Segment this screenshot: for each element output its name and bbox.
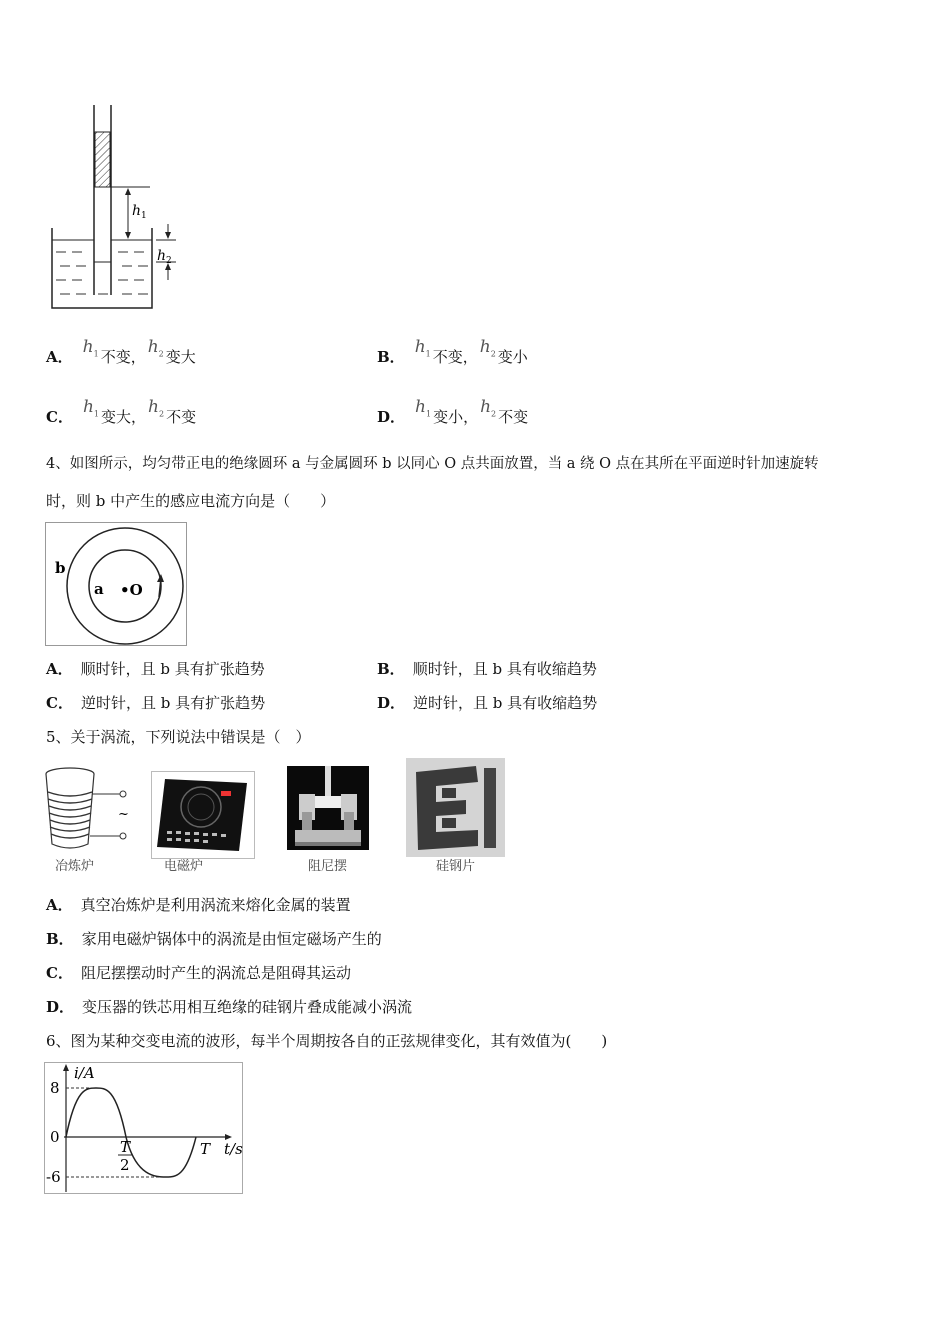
- q5-option-b[interactable]: [46, 929, 382, 949]
- ac-symbol: ~: [118, 807, 129, 822]
- caption-induction-cooker: 电磁炉: [164, 859, 204, 874]
- h2-symbol: $h_2$: [480, 397, 497, 419]
- option-text: 变压器的铁芯用相互绝缘的硅钢片叠成能减小涡流: [82, 998, 413, 1016]
- option-text: 阻尼摆摆动时产生的涡流总是阻碍其运动: [80, 964, 351, 982]
- q3-option-d[interactable]: [377, 397, 529, 434]
- q5-option-c[interactable]: [46, 963, 351, 983]
- damping-pendulum-image: [287, 766, 369, 850]
- q5-option-a[interactable]: [46, 895, 351, 915]
- caption-furnace: 冶炼炉: [55, 859, 95, 874]
- h1-symbol: $h_1$: [415, 397, 432, 419]
- option-label: D．: [46, 998, 75, 1016]
- mercury-column: [95, 132, 110, 187]
- q4-option-b[interactable]: [377, 659, 597, 679]
- q3-option-c[interactable]: [46, 397, 197, 434]
- option-text: 不变: [498, 408, 529, 426]
- caption-silicon-steel: 硅钢片: [436, 859, 476, 874]
- h2-label: $h_2$: [157, 248, 172, 266]
- q5-stem: 5、关于涡流，下列说法中错误是（ ）: [46, 728, 311, 746]
- option-label: C．: [46, 408, 73, 426]
- q4-option-c[interactable]: [46, 693, 265, 713]
- option-label: B．: [377, 660, 405, 678]
- caption-damping-pendulum: 阻尼摆: [308, 859, 348, 874]
- h1-symbol: $h_1$: [414, 337, 431, 359]
- h1-symbol: $h_1$: [82, 337, 99, 359]
- q3-option-a[interactable]: [46, 337, 196, 374]
- furnace-image: [44, 766, 134, 854]
- option-label: B．: [377, 348, 405, 366]
- rings-figure: [45, 522, 188, 646]
- option-text: 真空冶炼炉是利用涡流来熔化金属的装置: [80, 896, 351, 914]
- option-label: B．: [46, 930, 74, 948]
- label-a: a: [94, 580, 104, 598]
- option-text: 不变: [166, 408, 197, 426]
- tick-half-period-num: T: [120, 1138, 131, 1156]
- h2-symbol: $h_2$: [147, 337, 164, 359]
- silicon-steel-image: [406, 758, 505, 857]
- tick-0: 0: [50, 1128, 60, 1146]
- q3-option-b[interactable]: [377, 337, 528, 374]
- option-label: A．: [46, 348, 73, 366]
- tube-figure: [44, 100, 194, 315]
- y-axis-label: i/A: [74, 1064, 95, 1082]
- option-text: 变小，: [433, 408, 479, 426]
- option-label: D．: [377, 408, 406, 426]
- option-label: A．: [46, 660, 73, 678]
- option-label: C．: [46, 964, 73, 982]
- h2-symbol: $h_2$: [148, 397, 165, 419]
- q6-stem: 6、图为某种交变电流的波形，每半个周期按各自的正弦规律变化，其有效值为( ): [46, 1032, 608, 1050]
- label-o: •O: [120, 581, 143, 599]
- tick-8: 8: [50, 1079, 60, 1097]
- q4-stem-line2: 时，则 b 中产生的感应电流方向是（ ）: [46, 492, 336, 510]
- option-text: 顺时针，且 b 具有扩张趋势: [80, 660, 265, 678]
- option-label: D．: [377, 694, 406, 712]
- h1-symbol: $h_1$: [82, 397, 99, 419]
- tick-minus-6: -6: [46, 1168, 61, 1186]
- option-text: 变小: [497, 348, 528, 366]
- h2-symbol: $h_2$: [479, 337, 496, 359]
- option-label: A．: [46, 896, 73, 914]
- tick-half-period-den: 2: [120, 1156, 130, 1174]
- q4-option-a[interactable]: [46, 659, 265, 679]
- option-text: 变大: [165, 348, 196, 366]
- induction-cooker-image: [151, 771, 255, 859]
- h1-label: $h_1$: [132, 203, 147, 221]
- x-axis-label: t/s: [224, 1140, 243, 1158]
- q4-stem-line1: 4、如图所示，均匀带正电的绝缘圆环 a 与金属圆环 b 以同心 O 点共面放置，当 a 绕 O 点在其所在平面逆时针加速旋转: [46, 456, 819, 472]
- tick-period: T: [200, 1140, 211, 1158]
- q5-option-d[interactable]: [46, 997, 412, 1017]
- option-text: 顺时针，且 b 具有收缩趋势: [412, 660, 597, 678]
- option-text: 逆时针，且 b 具有扩张趋势: [80, 694, 266, 712]
- option-text: 变大，: [101, 408, 147, 426]
- option-text: 不变，: [432, 348, 478, 366]
- waveform-curve: [66, 1088, 196, 1177]
- option-text: 家用电磁炉锅体中的涡流是由恒定磁场产生的: [81, 930, 382, 948]
- ac-waveform-graph: [44, 1062, 244, 1195]
- option-text: 逆时针，且 b 具有收缩趋势: [413, 694, 598, 712]
- q4-option-d[interactable]: [377, 693, 597, 713]
- label-b: b: [55, 559, 66, 577]
- option-label: C．: [46, 694, 73, 712]
- option-text: 不变，: [100, 348, 146, 366]
